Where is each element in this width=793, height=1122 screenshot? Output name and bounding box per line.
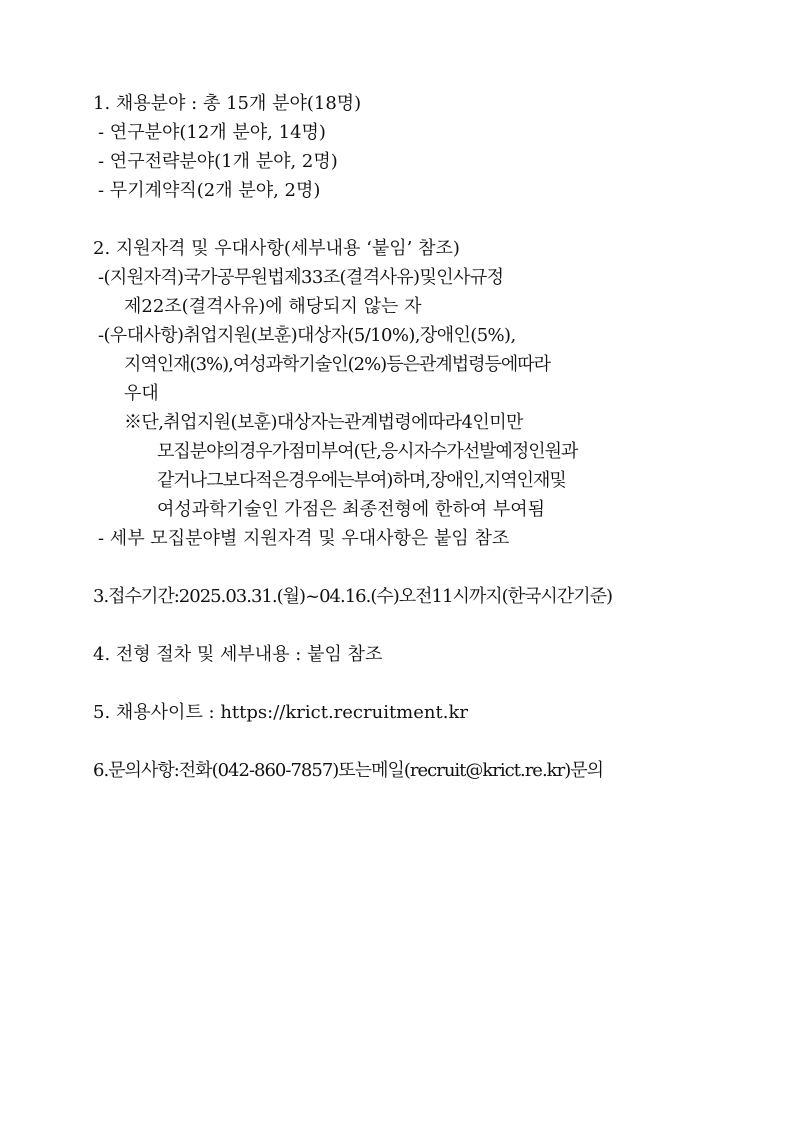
section-4-process: 4. 전형 절차 및 세부내용 : 붙임 참조: [93, 644, 383, 665]
section-1-item-permanent: - 무기계약직(2개 분야, 2명): [98, 180, 321, 201]
section-6-contact: 6.문의사항:전화(042-860-7857)또는메일(recruit@krict.re.kr)문의: [93, 760, 603, 781]
section-2-note-line-2: 모집분야의경우가점미부여(단,응시자수가선발예정인원과: [157, 441, 578, 462]
section-2-note-line-4: 여성과학기술인 가점은 최종전형에 한하여 부여됨: [157, 499, 546, 520]
section-2-note-line-3: 같거나그보다적은경우에는부여)하며,장애인,지역인재및: [157, 470, 566, 491]
section-2-qualification: -(지원자격)국가공무원법제33조(결격사유)및인사규정: [98, 267, 504, 288]
section-5-site: 5. 채용사이트 : https://krict.recruitment.kr: [93, 702, 468, 723]
section-2-preference-end: 우대: [124, 383, 159, 404]
section-2-preference: -(우대사항)취업지원(보훈)대상자(5/10%),장애인(5%),: [98, 325, 516, 346]
section-2-heading: 2. 지원자격 및 우대사항(세부내용 ‘붙임’ 참조): [93, 238, 460, 259]
section-2-note: ※단,취업지원(보훈)대상자는관계법령에따라4인미만: [124, 412, 523, 433]
section-3-application-period: 3.접수기간:2025.03.31.(월)~04.16.(수)오전11시까지(한국시간기준): [93, 586, 612, 607]
section-2-preference-cont: 지역인재(3%),여성과학기술인(2%)등은관계법령등에따라: [124, 354, 551, 375]
section-1-heading: 1. 채용분야 : 총 15개 분야(18명): [93, 93, 362, 114]
section-1-item-strategy: - 연구전략분야(1개 분야, 2명): [98, 151, 338, 172]
section-2-qualification-cont: 제22조(결격사유)에 해당되지 않는 자: [124, 296, 422, 317]
section-1-item-research: - 연구분야(12개 분야, 14명): [98, 122, 326, 143]
section-2-detail: - 세부 모집분야별 지원자격 및 우대사항은 붙임 참조: [98, 528, 510, 549]
